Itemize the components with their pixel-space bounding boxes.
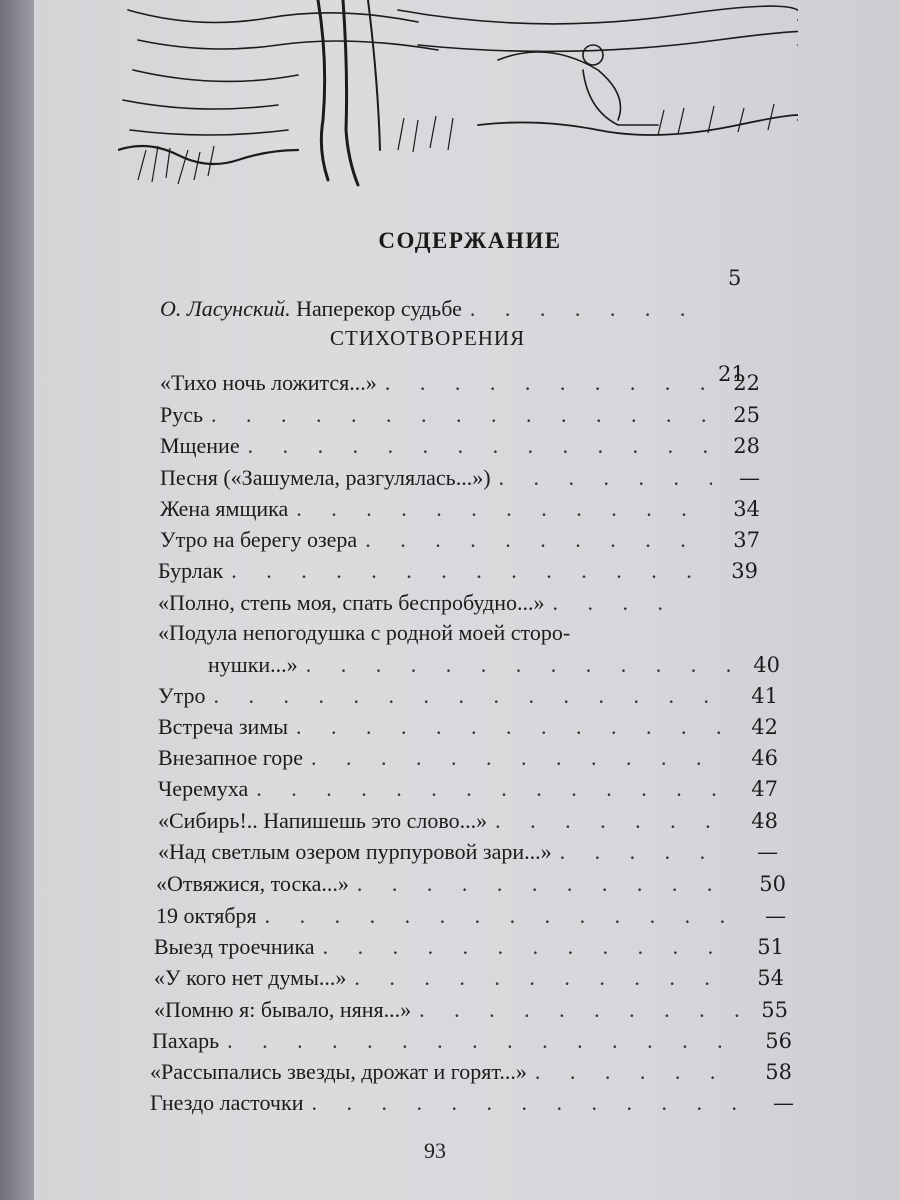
toc-entry-title: Русь <box>160 402 204 427</box>
toc-entry-page: 39 <box>731 559 758 583</box>
toc-entry-page: — <box>739 466 760 490</box>
toc-entry-page: 55 <box>761 998 788 1022</box>
toc-entry-title: «Тихо ночь ложится...» <box>160 370 377 395</box>
toc-entry-title: «Полно, степь моя, спать беспробудно...» <box>158 590 545 615</box>
toc-entry-page: 42 <box>751 715 778 739</box>
toc-entry-page: 34 <box>733 497 760 521</box>
leader-dots <box>495 808 730 834</box>
toc-entry[interactable] <box>158 776 778 802</box>
leader-dots <box>323 934 736 960</box>
leader-dots <box>553 590 683 616</box>
toc-entry-title: «Помню я: бывало, няня...» <box>154 997 412 1022</box>
leader-dots <box>354 965 736 991</box>
toc-entry[interactable] <box>154 934 784 960</box>
leader-dots <box>311 1090 746 1116</box>
toc-entry-page: 54 <box>757 966 784 990</box>
toc-entry[interactable] <box>158 714 778 740</box>
toc-entry-page: 40 <box>753 653 780 677</box>
toc-entry-title: «Над светлым озером пурпуровой зари...» <box>158 839 552 864</box>
toc-entry-intro[interactable] <box>160 296 700 322</box>
toc-entry-title: «Сибирь!.. Напишешь это слово...» <box>158 808 488 833</box>
toc-entry[interactable] <box>160 465 760 491</box>
intro-author: О. Ласунский. <box>160 296 291 321</box>
book-spine-shadow <box>0 0 34 1200</box>
toc-entry[interactable] <box>160 402 760 428</box>
leader-dots <box>265 903 738 929</box>
toc-entry-title: Черемуха <box>158 776 249 801</box>
toc-entry-page: 46 <box>751 746 778 770</box>
toc-entry[interactable] <box>160 527 760 553</box>
leader-dots <box>256 776 730 802</box>
toc-entry-title: нушки...» <box>208 652 298 677</box>
toc-entry[interactable] <box>158 808 778 834</box>
toc-entry-title: Гнездо ласточки <box>150 1090 304 1115</box>
toc-entry-title: «Отвяжися, тоска...» <box>156 871 349 896</box>
toc-entry-title: Встреча зимы <box>158 714 289 739</box>
toc-entry-page: 58 <box>765 1060 792 1084</box>
landscape-sketch-illustration <box>118 0 798 200</box>
leader-dots <box>560 839 730 865</box>
leader-dots <box>419 997 740 1023</box>
toc-entry[interactable] <box>152 1028 792 1054</box>
toc-entry-page: 51 <box>757 935 784 959</box>
leader-dots <box>357 871 738 897</box>
toc-entry-title: 19 октября <box>156 903 257 928</box>
toc-entry-page: 22 <box>733 371 760 395</box>
leader-dots <box>296 714 730 740</box>
toc-entry[interactable] <box>160 370 760 396</box>
toc-entry[interactable] <box>154 997 788 1023</box>
toc-entry-title: Жена ямщика <box>160 496 289 521</box>
toc-entry-title: Утро <box>158 683 206 708</box>
toc-entry-title: Мщение <box>160 433 240 458</box>
toc-entry-title: Внезапное горе <box>158 745 303 770</box>
toc-entry-title: Выезд троечника <box>154 934 315 959</box>
toc-entry[interactable] <box>150 1090 794 1116</box>
toc-entry-page: — <box>757 840 778 864</box>
toc-entry[interactable] <box>154 965 784 991</box>
toc-entry-page: 47 <box>751 777 778 801</box>
leader-dots <box>499 465 712 491</box>
toc-entry-page: — <box>765 904 786 928</box>
toc-entry[interactable] <box>158 745 778 771</box>
leader-dots <box>385 370 712 396</box>
toc-entry-page: — <box>773 1091 794 1115</box>
leader-dots <box>296 496 712 522</box>
toc-entry-title: Утро на берегу озера <box>160 527 358 552</box>
toc-entry[interactable] <box>158 620 690 646</box>
intro-title-text: Наперекор судьбе <box>290 296 462 321</box>
page-heading: СОДЕРЖАНИЕ <box>378 228 562 253</box>
toc-entry-page: 48 <box>751 809 778 833</box>
toc-entry-page: 50 <box>759 872 786 896</box>
toc-entry-title: «Рассыпались звезды, дрожат и горят...» <box>150 1059 527 1084</box>
leader-dots <box>227 1028 744 1054</box>
intro-page-number: 5 <box>728 266 742 290</box>
leader-dots <box>535 1059 744 1085</box>
toc-entry[interactable] <box>160 433 760 459</box>
leader-dots <box>306 652 732 678</box>
leader-dots <box>365 527 712 553</box>
toc-entry-page: 25 <box>733 403 760 427</box>
toc-entry-page: 56 <box>765 1029 792 1053</box>
toc-entry[interactable] <box>158 590 690 616</box>
toc-entry-page: 41 <box>751 684 778 708</box>
toc-entry[interactable] <box>156 903 786 929</box>
leader-dots <box>213 683 730 709</box>
leader-dots <box>211 402 712 428</box>
leader-dots <box>248 433 712 459</box>
intro-title <box>160 296 462 322</box>
section-page-number: 21 <box>718 362 745 386</box>
toc-entry[interactable] <box>158 558 758 584</box>
toc-entry[interactable] <box>156 871 786 897</box>
toc-entry-page: 28 <box>733 434 760 458</box>
toc-entry[interactable] <box>158 683 778 709</box>
toc-entry-title: «У кого нет думы...» <box>154 965 347 990</box>
leader-dots <box>231 558 710 584</box>
leader-dots <box>311 745 730 771</box>
toc-entry-title: Пахарь <box>152 1028 220 1053</box>
page-number: 93 <box>424 1138 446 1163</box>
leader-dots <box>470 296 692 322</box>
section-heading: СТИХОТВОРЕНИЯ <box>330 326 526 350</box>
toc-entry[interactable] <box>158 839 778 865</box>
toc-entry[interactable] <box>150 1059 792 1085</box>
toc-entry-title: Песня («Зашумела, разгулялась...») <box>160 465 491 490</box>
toc-entry-page: 37 <box>733 528 760 552</box>
toc-entry[interactable] <box>160 496 760 522</box>
toc-entry-title: «Подула непогодушка с родной моей сторо- <box>158 620 571 645</box>
toc-entry[interactable] <box>208 652 780 678</box>
toc-entry-title: Бурлак <box>158 558 224 583</box>
